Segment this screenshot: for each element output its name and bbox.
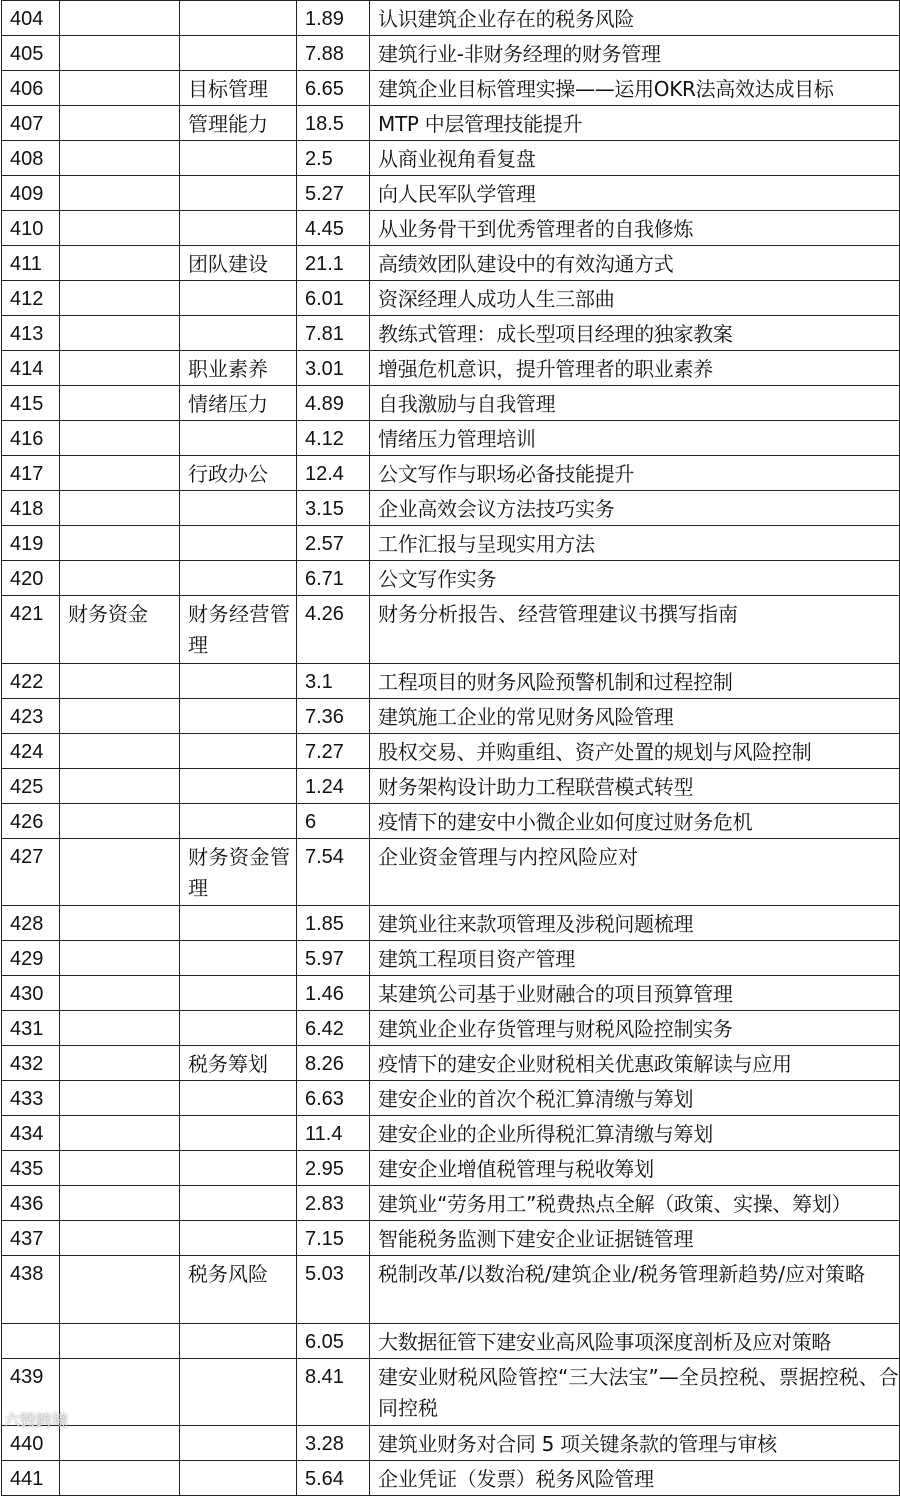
category-cell <box>60 351 180 386</box>
table-row <box>2 1011 900 1046</box>
course-title-cell: 财务分析报告、经营管理建议书撰写指南 <box>370 596 900 664</box>
score-cell: 8.41 <box>297 1358 370 1426</box>
row-number-cell: 413 <box>2 316 60 351</box>
score-cell: 3.01 <box>297 351 370 386</box>
subcategory-cell: 团队建设 <box>180 246 297 281</box>
table-row <box>2 1 900 36</box>
row-number-cell: 431 <box>2 1011 60 1046</box>
subcategory-cell: 财务资金管理 <box>180 838 297 906</box>
row-number-cell: 418 <box>2 491 60 526</box>
category-cell <box>60 491 180 526</box>
row-number-cell: 433 <box>2 1081 60 1116</box>
row-number-cell: 422 <box>2 663 60 698</box>
score-cell: 1.24 <box>297 768 370 803</box>
table-row <box>2 526 900 561</box>
course-title-cell: 大数据征管下建安业高风险事项深度剖析及应对策略 <box>370 1323 900 1358</box>
subcategory-cell <box>180 1221 297 1256</box>
table-row <box>2 596 900 664</box>
course-title-cell: 股权交易、并购重组、资产处置的规划与风险控制 <box>370 733 900 768</box>
score-cell: 6.65 <box>297 71 370 106</box>
subcategory-cell <box>180 1116 297 1151</box>
course-title-cell: 资深经理人成功人生三部曲 <box>370 281 900 316</box>
subcategory-cell <box>180 141 297 176</box>
category-cell <box>60 71 180 106</box>
category-cell: 财务资金 <box>60 596 180 664</box>
subcategory-cell <box>180 176 297 211</box>
subcategory-cell: 目标管理 <box>180 71 297 106</box>
category-cell <box>60 526 180 561</box>
subcategory-cell: 税务筹划 <box>180 1046 297 1081</box>
subcategory-cell <box>180 803 297 838</box>
row-number-cell: 424 <box>2 733 60 768</box>
course-title-cell: 疫情下的建安企业财税相关优惠政策解读与应用 <box>370 1046 900 1081</box>
row-number-cell: 439 <box>2 1358 60 1426</box>
course-title-cell: 工程项目的财务风险预警机制和过程控制 <box>370 663 900 698</box>
category-cell <box>60 1323 180 1358</box>
score-cell: 6 <box>297 803 370 838</box>
category-cell <box>60 421 180 456</box>
table-row <box>2 698 900 733</box>
course-title-cell: 某建筑公司基于业财融合的项目预算管理 <box>370 976 900 1011</box>
category-cell <box>60 106 180 141</box>
subcategory-cell <box>180 1011 297 1046</box>
course-title-cell: 建筑行业-非财务经理的财务管理 <box>370 36 900 71</box>
row-number-cell: 421 <box>2 596 60 664</box>
category-cell <box>60 316 180 351</box>
subcategory-cell: 职业素养 <box>180 351 297 386</box>
row-number-cell: 419 <box>2 526 60 561</box>
row-number-cell: 423 <box>2 698 60 733</box>
row-number-cell: 435 <box>2 1151 60 1186</box>
table-row <box>2 211 900 246</box>
category-cell <box>60 386 180 421</box>
category-cell <box>60 941 180 976</box>
course-title-cell: 从商业视角看复盘 <box>370 141 900 176</box>
row-number-cell: 420 <box>2 561 60 596</box>
subcategory-cell <box>180 698 297 733</box>
subcategory-cell: 财务经营管理 <box>180 596 297 664</box>
score-cell: 3.28 <box>297 1426 370 1461</box>
table-row <box>2 663 900 698</box>
course-title-cell: 教练式管理：成长型项目经理的独家教案 <box>370 316 900 351</box>
subcategory-cell <box>180 316 297 351</box>
course-title-cell: 建安企业的首次个税汇算清缴与筹划 <box>370 1081 900 1116</box>
table-row <box>2 141 900 176</box>
table-row <box>2 1081 900 1116</box>
table-row <box>2 976 900 1011</box>
course-title-cell: 建筑业“劳务用工”税费热点全解（政策、实操、筹划） <box>370 1186 900 1221</box>
score-cell: 7.15 <box>297 1221 370 1256</box>
subcategory-cell <box>180 421 297 456</box>
row-number-cell: 437 <box>2 1221 60 1256</box>
row-number-cell: 414 <box>2 351 60 386</box>
category-cell <box>60 733 180 768</box>
row-number-cell: 406 <box>2 71 60 106</box>
table-row <box>2 246 900 281</box>
course-title-cell: 建筑业财务对合同 5 项关键条款的管理与审核 <box>370 1426 900 1461</box>
course-title-cell: 自我激励与自我管理 <box>370 386 900 421</box>
score-cell: 2.83 <box>297 1186 370 1221</box>
category-cell <box>60 141 180 176</box>
table-row <box>2 106 900 141</box>
score-cell: 5.03 <box>297 1256 370 1324</box>
row-number-cell: 441 <box>2 1461 60 1496</box>
row-number-cell: 429 <box>2 941 60 976</box>
row-number-cell: 426 <box>2 803 60 838</box>
category-cell <box>60 1081 180 1116</box>
course-title-cell: 公文写作实务 <box>370 561 900 596</box>
course-title-cell: 智能税务监测下建安企业证据链管理 <box>370 1221 900 1256</box>
category-cell <box>60 1256 180 1324</box>
table-row <box>2 71 900 106</box>
score-cell: 7.36 <box>297 698 370 733</box>
subcategory-cell <box>180 733 297 768</box>
score-cell: 5.97 <box>297 941 370 976</box>
category-cell <box>60 456 180 491</box>
row-number-cell: 415 <box>2 386 60 421</box>
category-cell <box>60 1358 180 1426</box>
table-row <box>2 1358 900 1426</box>
subcategory-cell <box>180 211 297 246</box>
score-cell: 6.05 <box>297 1323 370 1358</box>
subcategory-cell <box>180 36 297 71</box>
score-cell: 2.5 <box>297 141 370 176</box>
score-cell: 3.1 <box>297 663 370 698</box>
subcategory-cell <box>180 1323 297 1358</box>
table-row <box>2 906 900 941</box>
subcategory-cell: 管理能力 <box>180 106 297 141</box>
score-cell: 4.12 <box>297 421 370 456</box>
course-title-cell: 建安业财税风险管控“三大法宝”—全员控税、票据控税、合同控税 <box>370 1358 900 1426</box>
table-row <box>2 1151 900 1186</box>
course-title-cell: 从业务骨干到优秀管理者的自我修炼 <box>370 211 900 246</box>
table-row <box>2 1046 900 1081</box>
score-cell: 11.4 <box>297 1116 370 1151</box>
score-cell: 4.89 <box>297 386 370 421</box>
category-cell <box>60 698 180 733</box>
score-cell: 4.26 <box>297 596 370 664</box>
table-row <box>2 176 900 211</box>
subcategory-cell <box>180 768 297 803</box>
category-cell <box>60 1426 180 1461</box>
row-number-cell: 412 <box>2 281 60 316</box>
subcategory-cell <box>180 281 297 316</box>
subcategory-cell <box>180 663 297 698</box>
course-table <box>1 0 900 1496</box>
table-row <box>2 1461 900 1496</box>
table-row <box>2 803 900 838</box>
category-cell <box>60 1151 180 1186</box>
score-cell: 6.71 <box>297 561 370 596</box>
course-title-cell: 企业高效会议方法技巧实务 <box>370 491 900 526</box>
table-row <box>2 941 900 976</box>
course-title-cell: 税制改革/以数治税/建筑企业/税务管理新趋势/应对策略 <box>370 1256 900 1324</box>
category-cell <box>60 803 180 838</box>
row-number-cell: 440 <box>2 1426 60 1461</box>
row-number-cell: 432 <box>2 1046 60 1081</box>
category-cell <box>60 1011 180 1046</box>
score-cell: 1.85 <box>297 906 370 941</box>
course-title-cell: 建筑业往来款项管理及涉税问题梳理 <box>370 906 900 941</box>
course-title-cell: 企业资金管理与内控风险应对 <box>370 838 900 906</box>
subcategory-cell <box>180 1426 297 1461</box>
course-title-cell: MTP 中层管理技能提升 <box>370 106 900 141</box>
category-cell <box>60 246 180 281</box>
subcategory-cell <box>180 1358 297 1426</box>
category-cell <box>60 1221 180 1256</box>
row-number-cell: 405 <box>2 36 60 71</box>
category-cell <box>60 1046 180 1081</box>
course-title-cell: 认识建筑企业存在的税务风险 <box>370 1 900 36</box>
category-cell <box>60 281 180 316</box>
table-row <box>2 456 900 491</box>
category-cell <box>60 838 180 906</box>
row-number-cell <box>2 1323 60 1358</box>
score-cell: 7.88 <box>297 36 370 71</box>
category-cell <box>60 976 180 1011</box>
table-row <box>2 281 900 316</box>
subcategory-cell <box>180 976 297 1011</box>
table-row <box>2 421 900 456</box>
score-cell: 8.26 <box>297 1046 370 1081</box>
score-cell: 7.54 <box>297 838 370 906</box>
course-title-cell: 情绪压力管理培训 <box>370 421 900 456</box>
score-cell: 7.27 <box>297 733 370 768</box>
category-cell <box>60 1116 180 1151</box>
table-row <box>2 1221 900 1256</box>
score-cell: 6.42 <box>297 1011 370 1046</box>
category-cell <box>60 906 180 941</box>
subcategory-cell <box>180 491 297 526</box>
course-title-cell: 建筑施工企业的常见财务风险管理 <box>370 698 900 733</box>
category-cell <box>60 211 180 246</box>
course-title-cell: 向人民军队学管理 <box>370 176 900 211</box>
score-cell: 6.63 <box>297 1081 370 1116</box>
score-cell: 5.27 <box>297 176 370 211</box>
table-row <box>2 1426 900 1461</box>
table-row <box>2 1186 900 1221</box>
table-row <box>2 561 900 596</box>
score-cell: 12.4 <box>297 456 370 491</box>
course-title-cell: 建筑业企业存货管理与财税风险控制实务 <box>370 1011 900 1046</box>
course-title-cell: 财务架构设计助力工程联营模式转型 <box>370 768 900 803</box>
course-title-cell: 疫情下的建安中小微企业如何度过财务危机 <box>370 803 900 838</box>
subcategory-cell <box>180 1186 297 1221</box>
watermark: 六毁跨境 <box>4 1411 69 1430</box>
table-row <box>2 1323 900 1358</box>
row-number-cell: 408 <box>2 141 60 176</box>
category-cell <box>60 1461 180 1496</box>
subcategory-cell <box>180 1 297 36</box>
score-cell: 2.95 <box>297 1151 370 1186</box>
course-title-cell: 建筑工程项目资产管理 <box>370 941 900 976</box>
row-number-cell: 411 <box>2 246 60 281</box>
score-cell: 5.64 <box>297 1461 370 1496</box>
row-number-cell: 428 <box>2 906 60 941</box>
category-cell <box>60 663 180 698</box>
table-row <box>2 1116 900 1151</box>
category-cell <box>60 1 180 36</box>
category-cell <box>60 768 180 803</box>
table-row <box>2 733 900 768</box>
table-row <box>2 351 900 386</box>
subcategory-cell <box>180 941 297 976</box>
row-number-cell: 409 <box>2 176 60 211</box>
score-cell: 1.89 <box>297 1 370 36</box>
table-row <box>2 838 900 906</box>
course-title-cell: 增强危机意识，提升管理者的职业素养 <box>370 351 900 386</box>
subcategory-cell <box>180 1461 297 1496</box>
score-cell: 1.46 <box>297 976 370 1011</box>
category-cell <box>60 1186 180 1221</box>
table-row <box>2 36 900 71</box>
row-number-cell: 417 <box>2 456 60 491</box>
score-cell: 7.81 <box>297 316 370 351</box>
subcategory-cell <box>180 906 297 941</box>
score-cell: 21.1 <box>297 246 370 281</box>
subcategory-cell: 行政办公 <box>180 456 297 491</box>
table-row <box>2 768 900 803</box>
category-cell <box>60 36 180 71</box>
row-number-cell: 436 <box>2 1186 60 1221</box>
subcategory-cell: 情绪压力 <box>180 386 297 421</box>
table-row <box>2 1256 900 1324</box>
table-row <box>2 491 900 526</box>
score-cell: 2.57 <box>297 526 370 561</box>
row-number-cell: 416 <box>2 421 60 456</box>
score-cell: 4.45 <box>297 211 370 246</box>
subcategory-cell <box>180 526 297 561</box>
row-number-cell: 407 <box>2 106 60 141</box>
row-number-cell: 438 <box>2 1256 60 1324</box>
course-title-cell: 企业凭证（发票）税务风险管理 <box>370 1461 900 1496</box>
category-cell <box>60 561 180 596</box>
course-title-cell: 建筑企业目标管理实操——运用OKR法高效达成目标 <box>370 71 900 106</box>
course-title-cell: 建安企业的企业所得税汇算清缴与筹划 <box>370 1116 900 1151</box>
row-number-cell: 430 <box>2 976 60 1011</box>
subcategory-cell <box>180 561 297 596</box>
course-title-cell: 工作汇报与呈现实用方法 <box>370 526 900 561</box>
course-table-body <box>2 1 900 1496</box>
table-row <box>2 386 900 421</box>
category-cell <box>60 176 180 211</box>
score-cell: 3.15 <box>297 491 370 526</box>
course-title-cell: 高绩效团队建设中的有效沟通方式 <box>370 246 900 281</box>
score-cell: 18.5 <box>297 106 370 141</box>
subcategory-cell: 税务风险 <box>180 1256 297 1324</box>
subcategory-cell <box>180 1151 297 1186</box>
row-number-cell: 425 <box>2 768 60 803</box>
course-title-cell: 公文写作与职场必备技能提升 <box>370 456 900 491</box>
table-row <box>2 316 900 351</box>
row-number-cell: 404 <box>2 1 60 36</box>
row-number-cell: 410 <box>2 211 60 246</box>
score-cell: 6.01 <box>297 281 370 316</box>
course-title-cell: 建安企业增值税管理与税收筹划 <box>370 1151 900 1186</box>
row-number-cell: 427 <box>2 838 60 906</box>
subcategory-cell <box>180 1081 297 1116</box>
row-number-cell: 434 <box>2 1116 60 1151</box>
